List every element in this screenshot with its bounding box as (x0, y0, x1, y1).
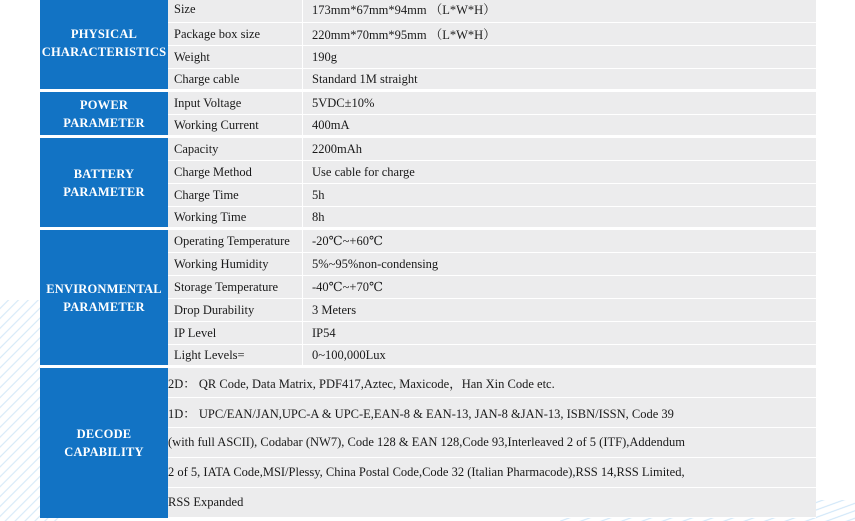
section-header-decode (40, 368, 168, 518)
spec-label: Working Current (168, 115, 303, 138)
decode-line: 2 of 5, IATA Code,MSI/Plessy, China Postal Code,Code 32 (Italian Pharmacode),RSS 14,RSS Limited, (168, 458, 816, 488)
spec-label: Charge cable (168, 69, 303, 92)
section-header-battery (40, 138, 168, 230)
decode-line: RSS Expanded (168, 488, 816, 518)
section-title-line: PARAMETER (63, 299, 145, 314)
spec-label: Light Levels= (168, 345, 303, 368)
section-title-line: PARAMETER (63, 184, 145, 199)
spec-row (40, 230, 816, 253)
spec-label: Weight (168, 46, 303, 69)
spec-label: Capacity (168, 138, 303, 161)
decode-line: 1D： UPC/EAN/JAN,UPC-A & UPC-E,EAN-8 & EAN-13, JAN-8 &JAN-13, ISBN/ISSN, Code 39 (168, 398, 816, 428)
spec-value: -40℃~+70℃ (303, 276, 816, 299)
spec-value: IP54 (303, 322, 816, 345)
spec-label: Drop Durability (168, 299, 303, 322)
spec-row (40, 0, 816, 23)
spec-value: Use cable for charge (303, 161, 816, 184)
spec-value: 190g (303, 46, 816, 69)
spec-label: Working Humidity (168, 253, 303, 276)
section-title-line: ENVIRONMENTAL (46, 281, 162, 296)
spec-value: 5h (303, 184, 816, 207)
spec-value: 3 Meters (303, 299, 816, 322)
decode-line: 2D： QR Code, Data Matrix, PDF417,Aztec, Maxicode，Han Xin Code etc. (168, 368, 816, 398)
spec-label: Input Voltage (168, 92, 303, 115)
spec-row (40, 138, 816, 161)
section-title-line: CAPABILITY (64, 445, 144, 459)
section-header-physical (40, 0, 168, 92)
spec-label: Storage Temperature (168, 276, 303, 299)
spec-label: Working Time (168, 207, 303, 230)
spec-value: Standard 1M straight (303, 69, 816, 92)
spec-label: Package box size (168, 23, 303, 46)
spec-value: 5%~95%non-condensing (303, 253, 816, 276)
section-title-line: BATTERY (73, 166, 135, 181)
spec-value: 220mm*70mm*95mm （L*W*H） (303, 23, 816, 46)
section-title-line: PARAMETER (63, 115, 145, 130)
spec-label: Operating Temperature (168, 230, 303, 253)
decode-line-row (40, 368, 816, 398)
spec-value: 8h (303, 207, 816, 230)
spec-label: Charge Method (168, 161, 303, 184)
spec-row (40, 92, 816, 115)
decode-line: (with full ASCII), Codabar (NW7), Code 128 & EAN 128,Code 93,Interleaved 2 of 5 (ITF),Addendum (168, 428, 816, 458)
section-title-line: POWER (79, 97, 129, 112)
spec-value: 5VDC±10% (303, 92, 816, 115)
spec-value: 173mm*67mm*94mm （L*W*H） (303, 0, 816, 23)
spec-label: IP Level (168, 322, 303, 345)
section-title-line: CHARACTERISTICS (41, 44, 167, 59)
section-header-environmental (40, 230, 168, 368)
spec-value: 0~100,000Lux (303, 345, 816, 368)
spec-label: Size (168, 0, 303, 23)
section-header-power (40, 92, 168, 138)
spec-value: 400mA (303, 115, 816, 138)
spec-value: -20℃~+60℃ (303, 230, 816, 253)
spec-label: Charge Time (168, 184, 303, 207)
spec-table (40, 0, 816, 518)
section-title-line: DECODE (76, 427, 132, 441)
section-title-line: PHYSICAL (70, 26, 138, 41)
spec-value: 2200mAh (303, 138, 816, 161)
